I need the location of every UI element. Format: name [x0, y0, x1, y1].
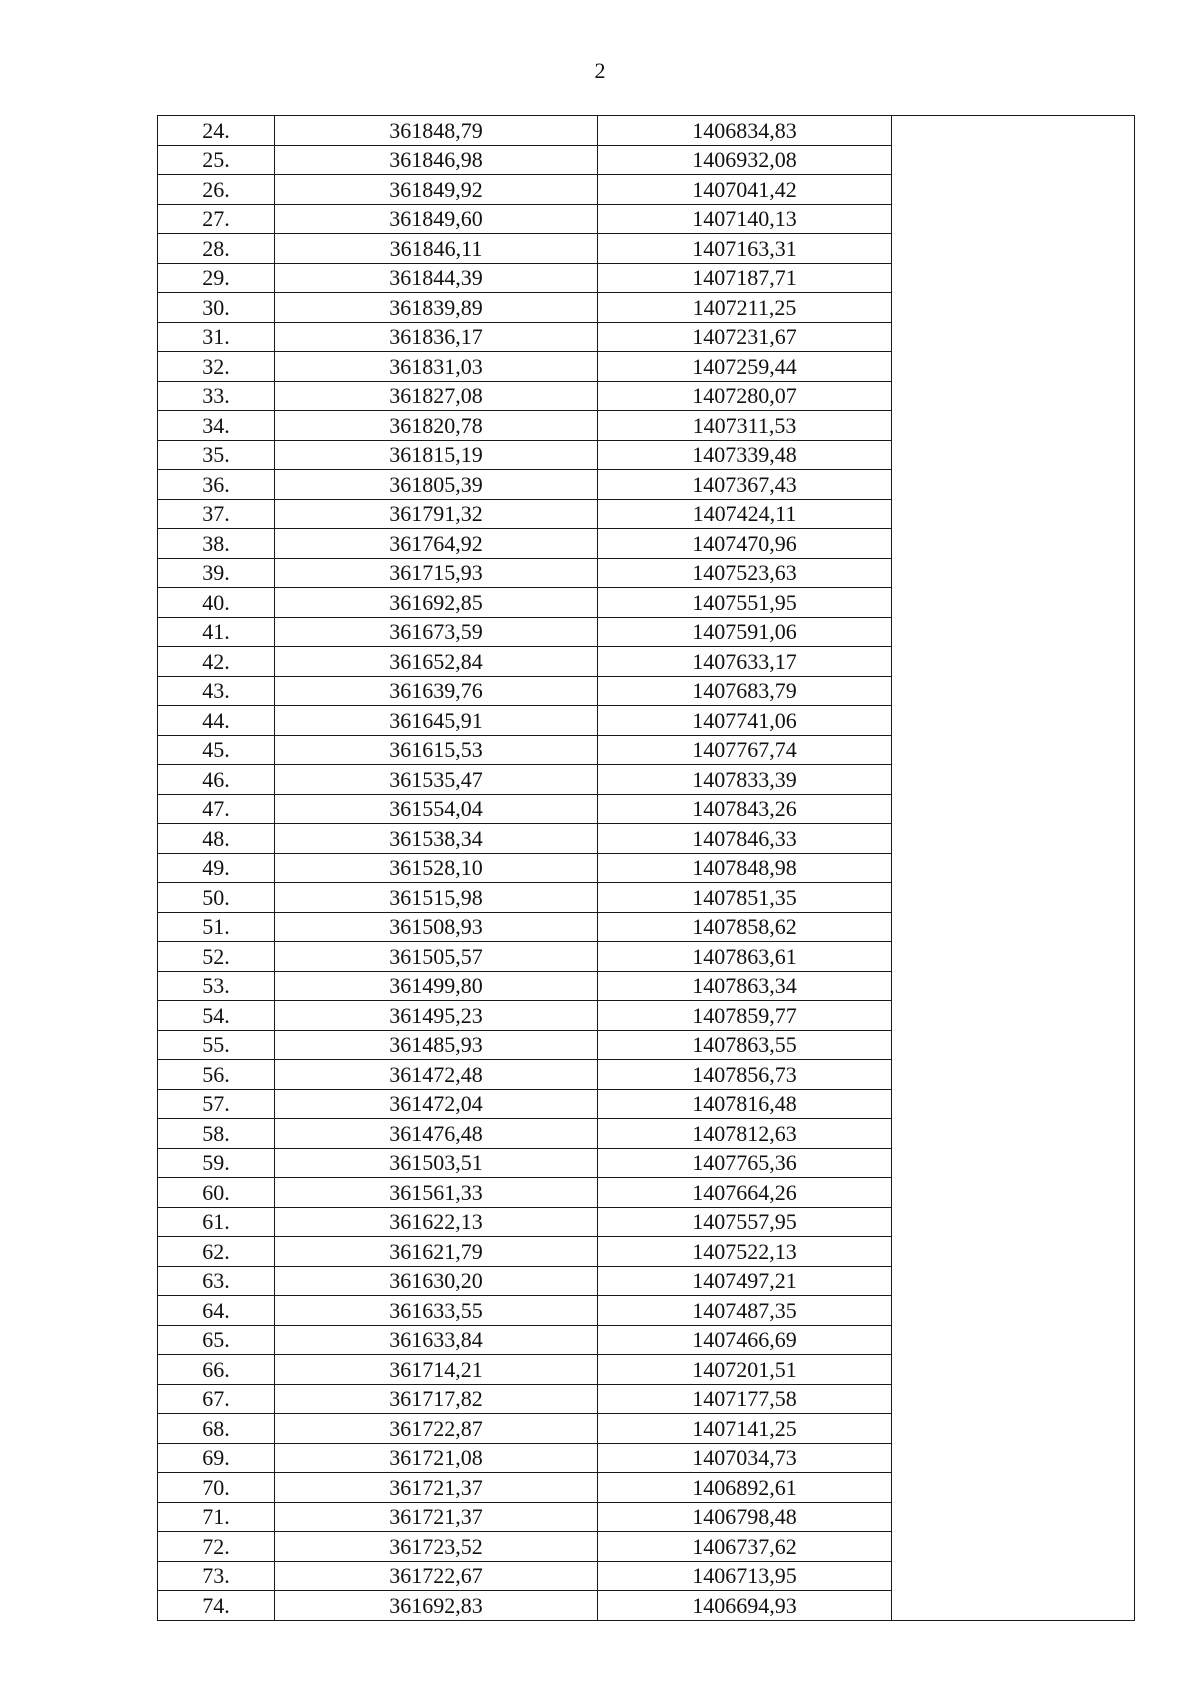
- point-number-cell: 55.: [158, 1030, 275, 1060]
- x-coordinate-cell: 361846,11: [275, 234, 598, 264]
- y-coordinate-cell: 1407816,48: [598, 1089, 892, 1119]
- empty-note-cell: [892, 175, 1135, 205]
- point-number-cell: 37.: [158, 499, 275, 529]
- empty-note-cell: [892, 617, 1135, 647]
- x-coordinate-cell: 361844,39: [275, 263, 598, 293]
- point-number-cell: 71.: [158, 1502, 275, 1532]
- table-row: [158, 529, 1135, 559]
- empty-note-cell: [892, 912, 1135, 942]
- point-number-cell: 51.: [158, 912, 275, 942]
- x-coordinate-cell: 361499,80: [275, 971, 598, 1001]
- coordinates-table-body: [158, 116, 1135, 1621]
- y-coordinate-cell: 1407551,95: [598, 588, 892, 618]
- y-coordinate-cell: 1407339,48: [598, 440, 892, 470]
- x-coordinate-cell: 361538,34: [275, 824, 598, 854]
- y-coordinate-cell: 1407034,73: [598, 1443, 892, 1473]
- x-coordinate-cell: 361791,32: [275, 499, 598, 529]
- table-row: [158, 1473, 1135, 1503]
- x-coordinate-cell: 361717,82: [275, 1384, 598, 1414]
- table-row: [158, 234, 1135, 264]
- y-coordinate-cell: 1407856,73: [598, 1060, 892, 1090]
- x-coordinate-cell: 361722,87: [275, 1414, 598, 1444]
- x-coordinate-cell: 361561,33: [275, 1178, 598, 1208]
- y-coordinate-cell: 1406798,48: [598, 1502, 892, 1532]
- empty-note-cell: [892, 1178, 1135, 1208]
- x-coordinate-cell: 361831,03: [275, 352, 598, 382]
- x-coordinate-cell: 361503,51: [275, 1148, 598, 1178]
- x-coordinate-cell: 361805,39: [275, 470, 598, 500]
- y-coordinate-cell: 1407812,63: [598, 1119, 892, 1149]
- table-row: [158, 263, 1135, 293]
- y-coordinate-cell: 1407843,26: [598, 794, 892, 824]
- empty-note-cell: [892, 263, 1135, 293]
- y-coordinate-cell: 1407311,53: [598, 411, 892, 441]
- table-row: [158, 647, 1135, 677]
- y-coordinate-cell: 1407741,06: [598, 706, 892, 736]
- point-number-cell: 47.: [158, 794, 275, 824]
- table-row: [158, 116, 1135, 146]
- y-coordinate-cell: 1407259,44: [598, 352, 892, 382]
- x-coordinate-cell: 361621,79: [275, 1237, 598, 1267]
- y-coordinate-cell: 1406892,61: [598, 1473, 892, 1503]
- y-coordinate-cell: 1407765,36: [598, 1148, 892, 1178]
- point-number-cell: 59.: [158, 1148, 275, 1178]
- y-coordinate-cell: 1406737,62: [598, 1532, 892, 1562]
- empty-note-cell: [892, 234, 1135, 264]
- table-row: [158, 1443, 1135, 1473]
- x-coordinate-cell: 361639,76: [275, 676, 598, 706]
- x-coordinate-cell: 361722,67: [275, 1561, 598, 1591]
- point-number-cell: 35.: [158, 440, 275, 470]
- table-row: [158, 352, 1135, 382]
- y-coordinate-cell: 1407470,96: [598, 529, 892, 559]
- empty-note-cell: [892, 1561, 1135, 1591]
- point-number-cell: 64.: [158, 1296, 275, 1326]
- table-row: [158, 1502, 1135, 1532]
- y-coordinate-cell: 1407848,98: [598, 853, 892, 883]
- point-number-cell: 68.: [158, 1414, 275, 1444]
- empty-note-cell: [892, 1443, 1135, 1473]
- point-number-cell: 57.: [158, 1089, 275, 1119]
- table-row: [158, 1266, 1135, 1296]
- y-coordinate-cell: 1407633,17: [598, 647, 892, 677]
- point-number-cell: 74.: [158, 1591, 275, 1621]
- empty-note-cell: [892, 824, 1135, 854]
- empty-note-cell: [892, 116, 1135, 146]
- x-coordinate-cell: 361485,93: [275, 1030, 598, 1060]
- y-coordinate-cell: 1407140,13: [598, 204, 892, 234]
- y-coordinate-cell: 1407859,77: [598, 1001, 892, 1031]
- point-number-cell: 26.: [158, 175, 275, 205]
- point-number-cell: 41.: [158, 617, 275, 647]
- table-row: [158, 765, 1135, 795]
- table-row: [158, 1119, 1135, 1149]
- table-row: [158, 971, 1135, 1001]
- point-number-cell: 62.: [158, 1237, 275, 1267]
- empty-note-cell: [892, 145, 1135, 175]
- empty-note-cell: [892, 1414, 1135, 1444]
- empty-note-cell: [892, 204, 1135, 234]
- empty-note-cell: [892, 765, 1135, 795]
- table-row: [158, 293, 1135, 323]
- x-coordinate-cell: 361476,48: [275, 1119, 598, 1149]
- empty-note-cell: [892, 706, 1135, 736]
- x-coordinate-cell: 361633,55: [275, 1296, 598, 1326]
- empty-note-cell: [892, 1030, 1135, 1060]
- table-row: [158, 175, 1135, 205]
- point-number-cell: 42.: [158, 647, 275, 677]
- point-number-cell: 27.: [158, 204, 275, 234]
- point-number-cell: 29.: [158, 263, 275, 293]
- table-row: [158, 1325, 1135, 1355]
- x-coordinate-cell: 361715,93: [275, 558, 598, 588]
- empty-note-cell: [892, 794, 1135, 824]
- empty-note-cell: [892, 293, 1135, 323]
- table-row: [158, 1355, 1135, 1385]
- y-coordinate-cell: 1407863,55: [598, 1030, 892, 1060]
- empty-note-cell: [892, 1532, 1135, 1562]
- x-coordinate-cell: 361633,84: [275, 1325, 598, 1355]
- table-row: [158, 1296, 1135, 1326]
- empty-note-cell: [892, 1089, 1135, 1119]
- table-row: [158, 499, 1135, 529]
- x-coordinate-cell: 361721,08: [275, 1443, 598, 1473]
- x-coordinate-cell: 361615,53: [275, 735, 598, 765]
- x-coordinate-cell: 361673,59: [275, 617, 598, 647]
- empty-note-cell: [892, 440, 1135, 470]
- x-coordinate-cell: 361721,37: [275, 1473, 598, 1503]
- table-row: [158, 1384, 1135, 1414]
- x-coordinate-cell: 361472,04: [275, 1089, 598, 1119]
- y-coordinate-cell: 1407557,95: [598, 1207, 892, 1237]
- x-coordinate-cell: 361622,13: [275, 1207, 598, 1237]
- empty-note-cell: [892, 1591, 1135, 1621]
- x-coordinate-cell: 361827,08: [275, 381, 598, 411]
- point-number-cell: 54.: [158, 1001, 275, 1031]
- point-number-cell: 24.: [158, 116, 275, 146]
- table-row: [158, 1207, 1135, 1237]
- point-number-cell: 45.: [158, 735, 275, 765]
- empty-note-cell: [892, 1237, 1135, 1267]
- table-row: [158, 1237, 1135, 1267]
- empty-note-cell: [892, 499, 1135, 529]
- empty-note-cell: [892, 1001, 1135, 1031]
- empty-note-cell: [892, 470, 1135, 500]
- y-coordinate-cell: 1407863,61: [598, 942, 892, 972]
- x-coordinate-cell: 361692,85: [275, 588, 598, 618]
- table-row: [158, 1178, 1135, 1208]
- table-row: [158, 1591, 1135, 1621]
- table-row: [158, 411, 1135, 441]
- empty-note-cell: [892, 1355, 1135, 1385]
- table-row: [158, 470, 1135, 500]
- x-coordinate-cell: 361849,92: [275, 175, 598, 205]
- point-number-cell: 70.: [158, 1473, 275, 1503]
- table-row: [158, 1089, 1135, 1119]
- point-number-cell: 40.: [158, 588, 275, 618]
- point-number-cell: 49.: [158, 853, 275, 883]
- x-coordinate-cell: 361721,37: [275, 1502, 598, 1532]
- point-number-cell: 53.: [158, 971, 275, 1001]
- point-number-cell: 73.: [158, 1561, 275, 1591]
- y-coordinate-cell: 1407487,35: [598, 1296, 892, 1326]
- y-coordinate-cell: 1407683,79: [598, 676, 892, 706]
- point-number-cell: 28.: [158, 234, 275, 264]
- empty-note-cell: [892, 381, 1135, 411]
- point-number-cell: 39.: [158, 558, 275, 588]
- y-coordinate-cell: 1407367,43: [598, 470, 892, 500]
- table-row: [158, 824, 1135, 854]
- empty-note-cell: [892, 1148, 1135, 1178]
- y-coordinate-cell: 1407280,07: [598, 381, 892, 411]
- empty-note-cell: [892, 1207, 1135, 1237]
- x-coordinate-cell: 361820,78: [275, 411, 598, 441]
- x-coordinate-cell: 361836,17: [275, 322, 598, 352]
- table-row: [158, 1532, 1135, 1562]
- x-coordinate-cell: 361846,98: [275, 145, 598, 175]
- y-coordinate-cell: 1407231,67: [598, 322, 892, 352]
- y-coordinate-cell: 1406694,93: [598, 1591, 892, 1621]
- x-coordinate-cell: 361535,47: [275, 765, 598, 795]
- y-coordinate-cell: 1406713,95: [598, 1561, 892, 1591]
- table-row: [158, 440, 1135, 470]
- table-row: [158, 1001, 1135, 1031]
- table-row: [158, 676, 1135, 706]
- table-row: [158, 942, 1135, 972]
- x-coordinate-cell: 361515,98: [275, 883, 598, 913]
- empty-note-cell: [892, 558, 1135, 588]
- x-coordinate-cell: 361630,20: [275, 1266, 598, 1296]
- coordinates-table: [157, 115, 1135, 1621]
- page-number: 2: [594, 58, 606, 83]
- table-row: [158, 322, 1135, 352]
- x-coordinate-cell: 361645,91: [275, 706, 598, 736]
- empty-note-cell: [892, 647, 1135, 677]
- empty-note-cell: [892, 352, 1135, 382]
- empty-note-cell: [892, 529, 1135, 559]
- y-coordinate-cell: 1407858,62: [598, 912, 892, 942]
- y-coordinate-cell: 1407211,25: [598, 293, 892, 323]
- table-row: [158, 706, 1135, 736]
- y-coordinate-cell: 1407591,06: [598, 617, 892, 647]
- empty-note-cell: [892, 853, 1135, 883]
- x-coordinate-cell: 361472,48: [275, 1060, 598, 1090]
- table-row: [158, 794, 1135, 824]
- y-coordinate-cell: 1407201,51: [598, 1355, 892, 1385]
- y-coordinate-cell: 1407767,74: [598, 735, 892, 765]
- table-row: [158, 588, 1135, 618]
- table-row: [158, 735, 1135, 765]
- table-row: [158, 1030, 1135, 1060]
- table-row: [158, 381, 1135, 411]
- y-coordinate-cell: 1407163,31: [598, 234, 892, 264]
- table-row: [158, 912, 1135, 942]
- x-coordinate-cell: 361815,19: [275, 440, 598, 470]
- x-coordinate-cell: 361508,93: [275, 912, 598, 942]
- point-number-cell: 67.: [158, 1384, 275, 1414]
- empty-note-cell: [892, 1266, 1135, 1296]
- y-coordinate-cell: 1407177,58: [598, 1384, 892, 1414]
- y-coordinate-cell: 1407833,39: [598, 765, 892, 795]
- y-coordinate-cell: 1406932,08: [598, 145, 892, 175]
- y-coordinate-cell: 1407851,35: [598, 883, 892, 913]
- y-coordinate-cell: 1407497,21: [598, 1266, 892, 1296]
- x-coordinate-cell: 361505,57: [275, 942, 598, 972]
- empty-note-cell: [892, 1060, 1135, 1090]
- point-number-cell: 30.: [158, 293, 275, 323]
- point-number-cell: 48.: [158, 824, 275, 854]
- point-number-cell: 33.: [158, 381, 275, 411]
- point-number-cell: 52.: [158, 942, 275, 972]
- table-row: [158, 558, 1135, 588]
- x-coordinate-cell: 361495,23: [275, 1001, 598, 1031]
- point-number-cell: 36.: [158, 470, 275, 500]
- y-coordinate-cell: 1407141,25: [598, 1414, 892, 1444]
- point-number-cell: 43.: [158, 676, 275, 706]
- empty-note-cell: [892, 1119, 1135, 1149]
- point-number-cell: 50.: [158, 883, 275, 913]
- empty-note-cell: [892, 1473, 1135, 1503]
- y-coordinate-cell: 1407466,69: [598, 1325, 892, 1355]
- empty-note-cell: [892, 1502, 1135, 1532]
- empty-note-cell: [892, 676, 1135, 706]
- x-coordinate-cell: 361764,92: [275, 529, 598, 559]
- x-coordinate-cell: 361848,79: [275, 116, 598, 146]
- empty-note-cell: [892, 883, 1135, 913]
- y-coordinate-cell: 1407863,34: [598, 971, 892, 1001]
- point-number-cell: 31.: [158, 322, 275, 352]
- empty-note-cell: [892, 1325, 1135, 1355]
- table-row: [158, 1561, 1135, 1591]
- x-coordinate-cell: 361723,52: [275, 1532, 598, 1562]
- empty-note-cell: [892, 588, 1135, 618]
- point-number-cell: 61.: [158, 1207, 275, 1237]
- empty-note-cell: [892, 942, 1135, 972]
- x-coordinate-cell: 361692,83: [275, 1591, 598, 1621]
- y-coordinate-cell: 1407424,11: [598, 499, 892, 529]
- empty-note-cell: [892, 1296, 1135, 1326]
- point-number-cell: 65.: [158, 1325, 275, 1355]
- point-number-cell: 60.: [158, 1178, 275, 1208]
- x-coordinate-cell: 361652,84: [275, 647, 598, 677]
- table-row: [158, 883, 1135, 913]
- empty-note-cell: [892, 322, 1135, 352]
- point-number-cell: 72.: [158, 1532, 275, 1562]
- point-number-cell: 46.: [158, 765, 275, 795]
- empty-note-cell: [892, 1384, 1135, 1414]
- empty-note-cell: [892, 411, 1135, 441]
- table-row: [158, 204, 1135, 234]
- y-coordinate-cell: 1407523,63: [598, 558, 892, 588]
- table-row: [158, 1060, 1135, 1090]
- point-number-cell: 44.: [158, 706, 275, 736]
- table-row: [158, 1148, 1135, 1178]
- point-number-cell: 69.: [158, 1443, 275, 1473]
- table-row: [158, 1414, 1135, 1444]
- table-row: [158, 617, 1135, 647]
- empty-note-cell: [892, 971, 1135, 1001]
- x-coordinate-cell: 361714,21: [275, 1355, 598, 1385]
- point-number-cell: 63.: [158, 1266, 275, 1296]
- y-coordinate-cell: 1407846,33: [598, 824, 892, 854]
- point-number-cell: 66.: [158, 1355, 275, 1385]
- point-number-cell: 58.: [158, 1119, 275, 1149]
- y-coordinate-cell: 1407041,42: [598, 175, 892, 205]
- x-coordinate-cell: 361839,89: [275, 293, 598, 323]
- table-row: [158, 145, 1135, 175]
- point-number-cell: 25.: [158, 145, 275, 175]
- x-coordinate-cell: 361528,10: [275, 853, 598, 883]
- y-coordinate-cell: 1406834,83: [598, 116, 892, 146]
- x-coordinate-cell: 361554,04: [275, 794, 598, 824]
- x-coordinate-cell: 361849,60: [275, 204, 598, 234]
- empty-note-cell: [892, 735, 1135, 765]
- y-coordinate-cell: 1407664,26: [598, 1178, 892, 1208]
- point-number-cell: 34.: [158, 411, 275, 441]
- table-row: [158, 853, 1135, 883]
- y-coordinate-cell: 1407187,71: [598, 263, 892, 293]
- point-number-cell: 38.: [158, 529, 275, 559]
- y-coordinate-cell: 1407522,13: [598, 1237, 892, 1267]
- point-number-cell: 32.: [158, 352, 275, 382]
- point-number-cell: 56.: [158, 1060, 275, 1090]
